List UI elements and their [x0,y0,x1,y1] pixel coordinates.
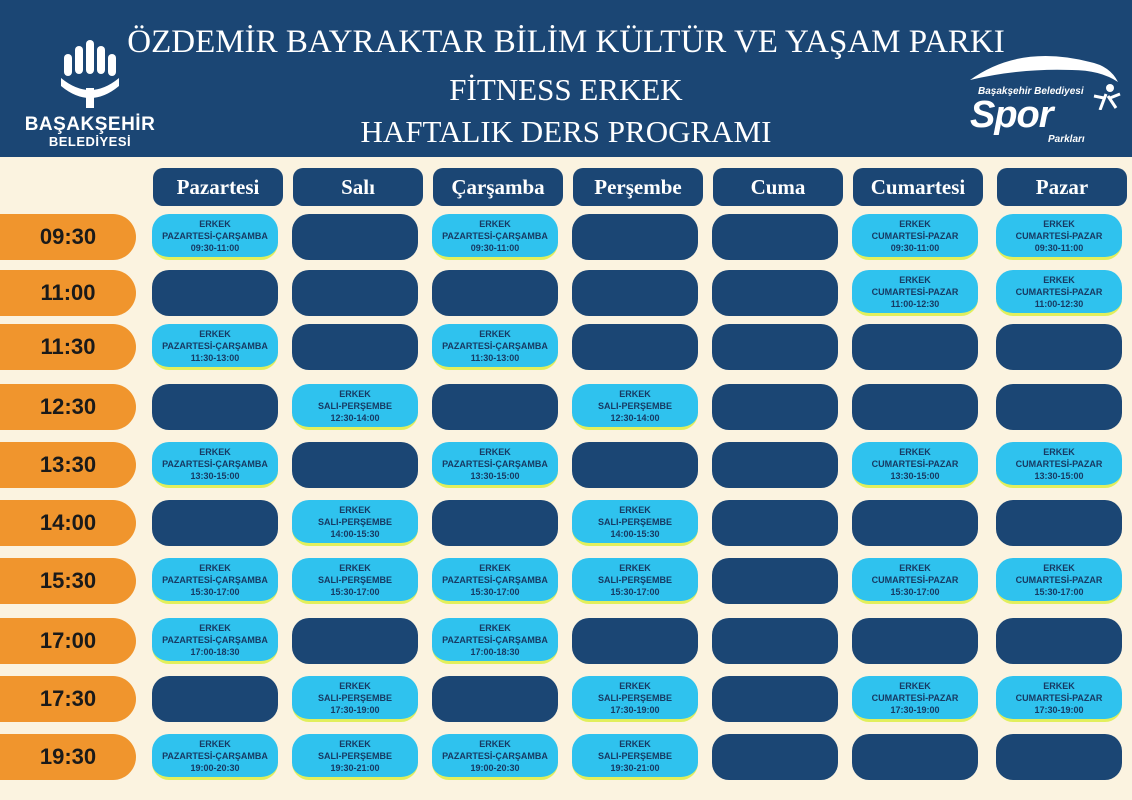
empty-slot [712,676,838,722]
time-slot-label: 13:30 [0,442,136,488]
session-hours: 09:30-11:00 [890,242,940,253]
day-header: Çarşamba [433,168,563,206]
empty-slot [572,270,698,316]
session-group: ERKEK [199,446,231,457]
session-hours: 15:30-17:00 [470,586,520,597]
session-days: PAZARTESİ-ÇARŞAMBA [162,634,268,645]
class-session [152,324,278,370]
session-hours: 09:30-11:00 [190,242,240,253]
empty-slot [712,270,838,316]
empty-slot [996,384,1122,430]
session-days: PAZARTESİ-ÇARŞAMBA [162,340,268,351]
time-slot-label: 14:00 [0,500,136,546]
class-session [152,442,278,488]
logo-right-org: Başakşehir Belediyesi [978,86,1084,97]
session-group: ERKEK [899,562,931,573]
empty-slot [572,214,698,260]
empty-slot [996,734,1122,780]
session-hours: 13:30-15:00 [890,470,940,481]
day-header: Salı [293,168,423,206]
session-group: ERKEK [619,388,651,399]
empty-slot [292,214,418,260]
class-session [292,676,418,722]
session-days: CUMARTESİ-PAZAR [1015,286,1103,297]
session-hours: 09:30-11:00 [1034,242,1084,253]
session-days: PAZARTESİ-ÇARŞAMBA [442,230,548,241]
empty-slot [572,324,698,370]
session-hours: 15:30-17:00 [330,586,380,597]
session-hours: 11:00-12:30 [1034,298,1084,309]
session-group: ERKEK [899,218,931,229]
session-hours: 12:30-14:00 [330,412,380,423]
session-days: SALI-PERŞEMBE [597,692,672,703]
session-group: ERKEK [339,562,371,573]
session-group: ERKEK [1043,446,1075,457]
time-slot-label: 11:00 [0,270,136,316]
session-group: ERKEK [1043,680,1075,691]
session-hours: 11:00-12:30 [890,298,940,309]
session-days: PAZARTESİ-ÇARŞAMBA [162,574,268,585]
class-session [432,558,558,604]
session-group: ERKEK [339,388,371,399]
session-days: SALI-PERŞEMBE [597,516,672,527]
empty-slot [712,214,838,260]
class-session [572,734,698,780]
session-hours: 11:30-13:00 [470,352,520,363]
empty-slot [152,676,278,722]
time-slot-label: 17:00 [0,618,136,664]
session-group: ERKEK [339,504,371,515]
session-group: ERKEK [479,738,511,749]
empty-slot [852,734,978,780]
session-days: PAZARTESİ-ÇARŞAMBA [162,230,268,241]
class-session [432,734,558,780]
session-days: SALI-PERŞEMBE [597,400,672,411]
empty-slot [852,618,978,664]
session-hours: 15:30-17:00 [1034,586,1084,597]
empty-slot [712,500,838,546]
session-group: ERKEK [199,738,231,749]
empty-slot [712,558,838,604]
session-days: CUMARTESİ-PAZAR [871,574,959,585]
session-group: ERKEK [199,562,231,573]
class-session [152,734,278,780]
session-group: ERKEK [619,562,651,573]
time-slot-label: 17:30 [0,676,136,722]
time-slot-label: 19:30 [0,734,136,780]
logo-right-word: Spor [970,94,1053,136]
session-days: PAZARTESİ-ÇARŞAMBA [442,458,548,469]
time-slot-label: 12:30 [0,384,136,430]
empty-slot [852,384,978,430]
session-hours: 17:00-18:30 [470,646,520,657]
session-days: SALI-PERŞEMBE [597,574,672,585]
session-hours: 19:30-21:00 [610,762,660,773]
empty-slot [432,384,558,430]
session-group: ERKEK [899,446,931,457]
session-days: PAZARTESİ-ÇARŞAMBA [442,574,548,585]
session-group: ERKEK [479,328,511,339]
session-days: CUMARTESİ-PAZAR [1015,574,1103,585]
empty-slot [152,384,278,430]
empty-slot [852,324,978,370]
empty-slot [572,618,698,664]
class-session [996,676,1122,722]
class-session [852,214,978,260]
session-hours: 11:30-13:00 [190,352,240,363]
session-group: ERKEK [339,680,371,691]
day-header: Cumartesi [853,168,983,206]
session-group: ERKEK [619,738,651,749]
session-days: CUMARTESİ-PAZAR [871,458,959,469]
session-days: PAZARTESİ-ÇARŞAMBA [442,750,548,761]
session-days: SALI-PERŞEMBE [317,400,392,411]
class-session [292,500,418,546]
class-session [852,270,978,316]
session-group: ERKEK [479,218,511,229]
header-banner [0,0,1132,157]
session-days: CUMARTESİ-PAZAR [1015,692,1103,703]
time-slot-label: 15:30 [0,558,136,604]
session-group: ERKEK [619,504,651,515]
session-group: ERKEK [1043,562,1075,573]
class-session [432,324,558,370]
class-session [852,442,978,488]
empty-slot [996,618,1122,664]
empty-slot [292,270,418,316]
empty-slot [996,500,1122,546]
class-session [852,676,978,722]
session-group: ERKEK [899,274,931,285]
empty-slot [432,676,558,722]
class-session [996,270,1122,316]
empty-slot [152,270,278,316]
class-session [996,558,1122,604]
session-hours: 19:00-20:30 [470,762,520,773]
class-session [152,618,278,664]
session-hours: 15:30-17:00 [190,586,240,597]
class-session [996,214,1122,260]
class-session [572,500,698,546]
session-group: ERKEK [339,738,371,749]
session-hours: 17:00-18:30 [190,646,240,657]
day-header: Pazar [997,168,1127,206]
session-hours: 17:30-19:00 [610,704,660,715]
session-hours: 13:30-15:00 [1034,470,1084,481]
empty-slot [572,442,698,488]
session-group: ERKEK [199,328,231,339]
class-session [572,558,698,604]
session-group: ERKEK [479,446,511,457]
empty-slot [712,324,838,370]
page-title: ÖZDEMİR BAYRAKTAR BİLİM KÜLTÜR VE YAŞAM PARKI [127,24,1005,60]
session-hours: 13:30-15:00 [470,470,520,481]
logo-right-sub: Parkları [1048,134,1085,145]
class-session [432,442,558,488]
class-session [432,618,558,664]
class-session [996,442,1122,488]
time-slot-label: 11:30 [0,324,136,370]
empty-slot [292,324,418,370]
session-hours: 15:30-17:00 [890,586,940,597]
class-session [572,676,698,722]
session-group: ERKEK [199,622,231,633]
session-hours: 14:00-15:30 [330,528,380,539]
empty-slot [712,442,838,488]
session-hours: 09:30-11:00 [470,242,520,253]
session-hours: 17:30-19:00 [1034,704,1084,715]
session-hours: 12:30-14:00 [610,412,660,423]
class-session [852,558,978,604]
session-hours: 15:30-17:00 [610,586,660,597]
session-hours: 17:30-19:00 [330,704,380,715]
time-slot-label: 09:30 [0,214,136,260]
empty-slot [292,442,418,488]
session-group: ERKEK [1043,274,1075,285]
session-days: SALI-PERŞEMBE [317,692,392,703]
session-hours: 14:00-15:30 [610,528,660,539]
session-days: CUMARTESİ-PAZAR [871,230,959,241]
class-session [432,214,558,260]
empty-slot [996,324,1122,370]
class-session [152,214,278,260]
empty-slot [292,618,418,664]
empty-slot [712,384,838,430]
page-subtitle: FİTNESS ERKEK [449,72,683,107]
session-hours: 13:30-15:00 [190,470,240,481]
empty-slot [432,500,558,546]
session-days: PAZARTESİ-ÇARŞAMBA [162,750,268,761]
class-session [292,734,418,780]
class-session [292,558,418,604]
session-group: ERKEK [479,622,511,633]
session-days: CUMARTESİ-PAZAR [871,286,959,297]
day-header: Cuma [713,168,843,206]
empty-slot [152,500,278,546]
session-group: ERKEK [619,680,651,691]
logo-left-line1: BAŞAKŞEHİR [24,114,156,135]
day-header: Perşembe [573,168,703,206]
session-group: ERKEK [1043,218,1075,229]
empty-slot [712,734,838,780]
session-days: CUMARTESİ-PAZAR [1015,458,1103,469]
session-days: PAZARTESİ-ÇARŞAMBA [442,634,548,645]
empty-slot [852,500,978,546]
spor-parklari-logo [960,50,1125,145]
session-days: CUMARTESİ-PAZAR [871,692,959,703]
session-group: ERKEK [479,562,511,573]
class-session [292,384,418,430]
empty-slot [712,618,838,664]
day-header: Pazartesi [153,168,283,206]
class-session [572,384,698,430]
session-group: ERKEK [199,218,231,229]
empty-slot [432,270,558,316]
session-days: CUMARTESİ-PAZAR [1015,230,1103,241]
class-session [152,558,278,604]
session-group: ERKEK [899,680,931,691]
session-days: PAZARTESİ-ÇARŞAMBA [162,458,268,469]
session-days: SALI-PERŞEMBE [597,750,672,761]
session-days: SALI-PERŞEMBE [317,516,392,527]
logo-left-line2: BELEDİYESİ [48,134,132,149]
session-days: SALI-PERŞEMBE [317,574,392,585]
session-days: PAZARTESİ-ÇARŞAMBA [442,340,548,351]
session-hours: 19:30-21:00 [330,762,380,773]
session-hours: 19:00-20:30 [190,762,240,773]
page-heading: HAFTALIK DERS PROGRAMI [360,114,772,149]
session-hours: 17:30-19:00 [890,704,940,715]
session-days: SALI-PERŞEMBE [317,750,392,761]
